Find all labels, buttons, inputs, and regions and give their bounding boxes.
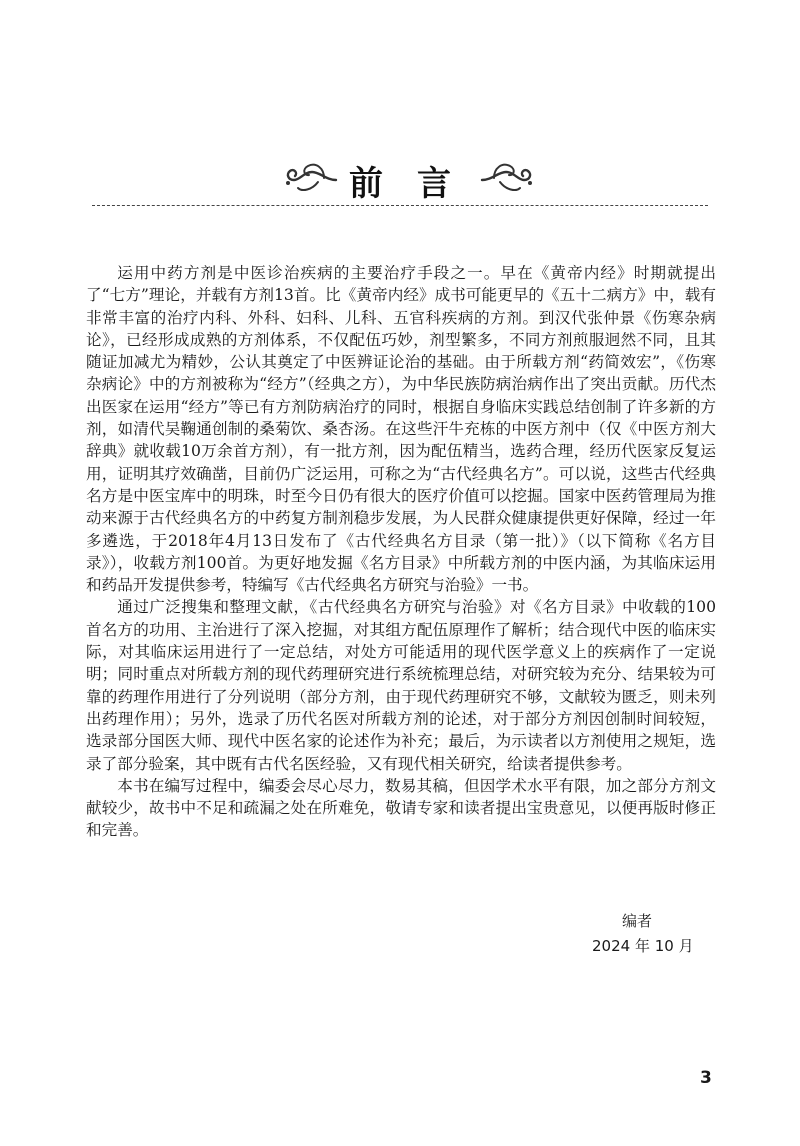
page-title: 前言 bbox=[349, 164, 485, 204]
preface-paragraph-2: 通过广泛搜集和整理文献，《古代经典名方研究与治验》对《名方目录》中收载的100首名方的功用、主治进行了深入挖掘，对其组方配伍原理作了解析；结合现代中医的临床实际，对其临床运用进行了一定总结，对处方可能适用的现代医学意义上的疾病作了一定说明；同时重点对所载方剂的现代药理研究进行系统梳理总结，对研究较为充分、结果较为可靠的药理作用进行了分列说明（部分方剂，由于现代药理研究不够，文献较为匮乏，则未列出药理作用）；另外，选录了历代名医对所载方剂的论述，对于部分方剂因创制时间较短，选录部分国医大师、现代中医名家的论述作为补充；最后，为示读者以方剂使用之规矩，选录了部分验案，其中既有古代名医经验，又有现代相关研究，给读者提供参考。 bbox=[86, 598, 716, 773]
preface-paragraph-1: 运用中药方剂是中医诊治疾病的主要治疗手段之一。早在《黄帝内经》时期就提出了“七方”理论，并载有方剂13首。比《黄帝内经》成书可能更早的《五十二病方》中，载有非常丰富的治疗内科、外科、妇科、儿科、五官科疾病的方剂。到汉代张仲景《伤寒杂病论》，已经形成成熟的方剂体系，不仅配伍巧妙，剂型繁多，不同方剂煎服迥然不同，且其随证加减尤为精妙，公认其奠定了中医辨证论治的基础。由于所载方剂“药简效宏”，《伤寒杂病论》中的方剂被称为“经方”（经典之方），为中华民族防病治病作出了突出贡献。历代杰出医家在运用“经方”等已有方剂防病治疗的同时，根据自身临床实践总结创制了许多新的方剂，如清代吴鞠通创制的桑菊饮、桑杏汤。在这些汗牛充栋的中医方剂中（仅《中医方剂大辞典》就收载10万余首方剂），有一批方剂，因为配伍精当，选药合理，经历代医家反复运用，证明其疗效确凿，目前仍广泛运用，可称之为“古代经典名方”。可以说，这些古代经典名方是中医宝库中的明珠，时至今日仍有很大的医疗价值可以挖掘。国家中医药管理局为推动来源于古代经典名方的中药复方制剂稳步发展，为人民群众健康提供更好保障，经过一年多遴选，于2018年4月13日发布了《古代经典名方目录（第一批）》（以下简称《名方目录》），收载方剂100首。为更好地发掘《名方目录》中所载方剂的中医内涵，为其临床运用和药品开发提供参考，特编写《古代经典名方研究与治验》一书。 bbox=[86, 264, 716, 595]
signature-date: 2024 年 10 月 bbox=[592, 937, 694, 955]
page-number: 3 bbox=[700, 1068, 712, 1088]
preface-paragraph-3: 本书在编写过程中，编委会尽心尽力，数易其稿，但因学术水平有限，加之部分方剂文献较少，故书中不足和疏漏之处在所难免，敬请专家和读者提出宝贵意见，以便再版时修正和完善。 bbox=[86, 776, 716, 840]
signature-author: 编者 bbox=[622, 912, 653, 930]
flourish-scroll-icon bbox=[478, 158, 540, 198]
title-divider bbox=[92, 205, 708, 206]
title-block bbox=[0, 150, 800, 210]
preface-body bbox=[86, 262, 716, 842]
